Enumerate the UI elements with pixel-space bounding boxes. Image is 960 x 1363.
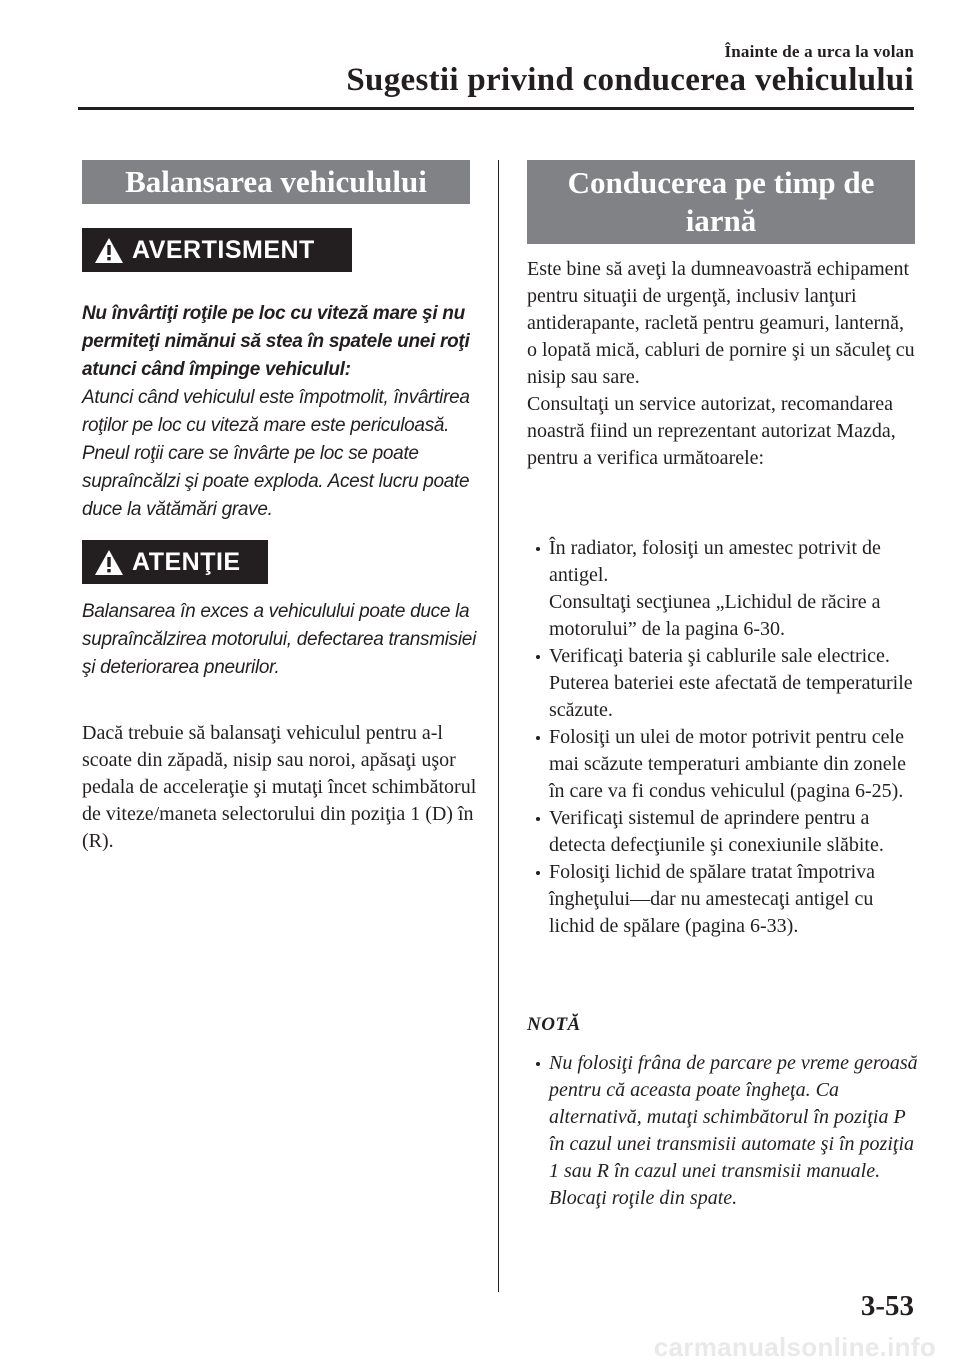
iarna-intro-paragraph-2: Consultaţi un service autorizat, recomandarea noastră fiind un reprezentant autorizat Mazda, pentru a verifica următoarele: (527, 393, 896, 469)
caution-text: Balansarea în exces a vehiculului poate duce la supraîncălzirea motorului, defectarea transmisiei şi deteriorarea pneurilor. (82, 601, 476, 678)
list-item: Verificaţi bateria şi cablurile sale electrice. Puterea bateriei este afectată de temperaturile scăzute. (533, 643, 923, 724)
header-title: Sugestii privind conducerea vehiculului (346, 62, 914, 98)
note-item (533, 1050, 923, 1212)
header-rule (78, 107, 914, 110)
caution-label: ATENŢIE (132, 547, 241, 576)
balansare-body: Dacă trebuie să balansaţi vehiculul pentru a-l scoate din zăpadă, nisip sau noroi, apăsaţi uşor pedala de acceleraţie şi mutaţi încet schimbătorul de viteze/maneta selectorului din poziţia 1 (D) în (R). (82, 722, 477, 852)
watermark: carmanualsonline.info (653, 1332, 936, 1362)
section-title-iarna (527, 160, 915, 244)
section-title-iarna-line1: Conducerea pe timp de (567, 165, 875, 200)
warning-lead: Nu învârtiţi roţile pe loc cu viteză mare şi nu permiteţi nimănui să stea în spatele unei roţi atunci când împinge vehiculul: (82, 303, 470, 380)
list-item: În radiator, folosiţi un amestec potrivit de antigel. (533, 535, 923, 589)
warning-triangle-icon (94, 237, 124, 264)
iarna-intro-paragraph-1: Este bine să aveţi la dumneavoastră echipament pentru situaţii de urgenţă, inclusiv lanţuri antiderapante, racletă pentru geamuri, lanternă, o lopată mică, cabluri de pornire şi un săculeţ cu nisip sau sare. (527, 258, 915, 388)
caution-triangle-icon (94, 549, 124, 576)
column-divider (498, 160, 499, 1292)
header-chapter: Înainte de a urca la volan (724, 42, 914, 61)
iarna-intro (527, 256, 917, 472)
note-text-extra: Blocaţi roţile din spate. (549, 1187, 738, 1209)
list-item-continuation: Consultaţi secţiunea „Lichidul de răcire a motorului” de la pagina 6-30. (549, 591, 881, 640)
warning-text-block (82, 300, 482, 524)
note-title: NOTĂ (527, 1014, 581, 1035)
page-number: 3-53 (860, 1290, 914, 1322)
section-title-balansare: Balansarea vehiculului (82, 160, 470, 204)
note-list (533, 1050, 923, 1212)
warning-badge (82, 228, 352, 272)
warning-body: Atunci când vehiculul este împotmolit, învârtirea roţilor pe loc cu viteză mare este periculoasă. Pneul roţii care se învârte pe loc se poate supraîncălzi şi poate exploda. Acest lucru poate duce la vătămări grave. (82, 387, 470, 520)
list-item: Folosiţi lichid de spălare tratat împotriva îngheţului—dar nu amestecaţi antigel cu lichid de spălare (pagina 6-33). (533, 859, 923, 940)
list-item: Folosiţi un ulei de motor potrivit pentru cele mai scăzute temperaturi ambiante din zonele în care va fi condus vehiculul (pagina 6-25). (533, 724, 923, 805)
list-item: Verificaţi sistemul de aprindere pentru a detecta defecţiunile şi conexiunile slăbite. (533, 805, 923, 859)
check-list (533, 535, 923, 940)
note-text: Nu folosiţi frâna de parcare pe vreme geroasă pentru că aceasta poate îngheţa. Ca alternativă, mutaţi schimbătorul în poziţia P în cazul unei transmisii automate şi în poziţia 1 sau R în cazul unei transmisii manuale. (549, 1052, 918, 1182)
warning-label: AVERTISMENT (132, 235, 315, 264)
caution-badge (82, 540, 268, 584)
section-title-iarna-line2: iarnă (685, 203, 757, 238)
